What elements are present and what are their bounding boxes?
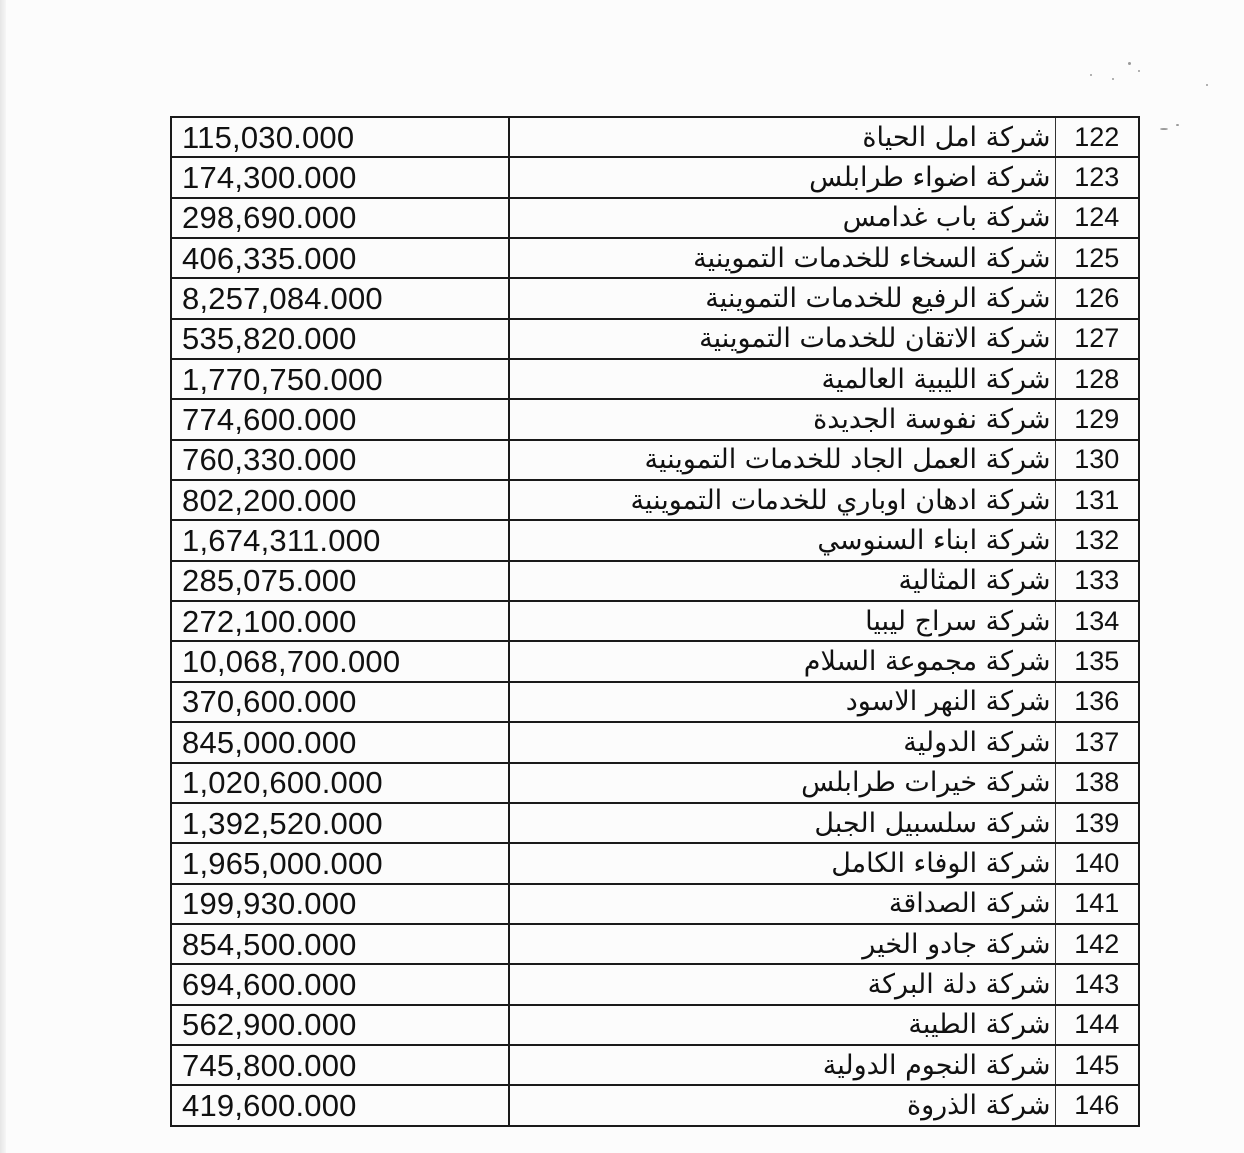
amount-cell: 285,075.000 xyxy=(171,561,509,601)
table-row xyxy=(171,924,1139,964)
amount-cell: 370,600.000 xyxy=(171,682,509,722)
scan-shadow-edge xyxy=(0,0,6,1153)
row-number-cell: 123 xyxy=(1055,157,1139,197)
scan-speck xyxy=(1160,128,1168,130)
row-number-cell: 125 xyxy=(1055,238,1139,278)
company-name-cell: شركة دلة البركة xyxy=(509,964,1055,1004)
company-name-cell: شركة ابناء السنوسي xyxy=(509,520,1055,560)
row-number-cell: 140 xyxy=(1055,843,1139,883)
table-row xyxy=(171,763,1139,803)
table-row xyxy=(171,238,1139,278)
amount-cell: 760,330.000 xyxy=(171,440,509,480)
row-number-cell: 139 xyxy=(1055,803,1139,843)
amount-cell: 774,600.000 xyxy=(171,399,509,439)
amount-cell: 8,257,084.000 xyxy=(171,278,509,318)
amount-cell: 562,900.000 xyxy=(171,1005,509,1045)
amount-cell: 535,820.000 xyxy=(171,319,509,359)
company-name-cell: شركة سلسبيل الجبل xyxy=(509,803,1055,843)
company-name-cell: شركة باب غدامس xyxy=(509,198,1055,238)
table-row xyxy=(171,319,1139,359)
table-row xyxy=(171,440,1139,480)
row-number-cell: 136 xyxy=(1055,682,1139,722)
table-row xyxy=(171,1005,1139,1045)
table-row xyxy=(171,278,1139,318)
table-body xyxy=(171,117,1139,1126)
amount-cell: 10,068,700.000 xyxy=(171,641,509,681)
scan-speck xyxy=(1138,70,1140,72)
row-number-cell: 124 xyxy=(1055,198,1139,238)
row-number-cell: 130 xyxy=(1055,440,1139,480)
table-row xyxy=(171,157,1139,197)
company-name-cell: شركة النهر الاسود xyxy=(509,682,1055,722)
table-row xyxy=(171,641,1139,681)
company-name-cell: شركة الدولية xyxy=(509,722,1055,762)
amount-cell: 1,770,750.000 xyxy=(171,359,509,399)
amount-cell: 199,930.000 xyxy=(171,884,509,924)
company-name-cell: شركة امل الحياة xyxy=(509,117,1055,157)
scan-speck xyxy=(1090,74,1092,76)
amount-cell: 272,100.000 xyxy=(171,601,509,641)
row-number-cell: 142 xyxy=(1055,924,1139,964)
row-number-cell: 127 xyxy=(1055,319,1139,359)
company-name-cell: شركة ادهان اوباري للخدمات التموينية xyxy=(509,480,1055,520)
amount-cell: 115,030.000 xyxy=(171,117,509,157)
row-number-cell: 144 xyxy=(1055,1005,1139,1045)
table-row xyxy=(171,480,1139,520)
row-number-cell: 143 xyxy=(1055,964,1139,1004)
table-row xyxy=(171,117,1139,157)
amount-cell: 1,965,000.000 xyxy=(171,843,509,883)
row-number-cell: 131 xyxy=(1055,480,1139,520)
table-row xyxy=(171,884,1139,924)
table-row xyxy=(171,1085,1139,1125)
row-number-cell: 132 xyxy=(1055,520,1139,560)
table-row xyxy=(171,682,1139,722)
row-number-cell: 146 xyxy=(1055,1085,1139,1125)
company-name-cell: شركة الاتقان للخدمات التموينية xyxy=(509,319,1055,359)
table-row xyxy=(171,601,1139,641)
table-row xyxy=(171,964,1139,1004)
company-name-cell: شركة المثالية xyxy=(509,561,1055,601)
amount-cell: 1,020,600.000 xyxy=(171,763,509,803)
amount-cell: 298,690.000 xyxy=(171,198,509,238)
company-name-cell: شركة الوفاء الكامل xyxy=(509,843,1055,883)
company-name-cell: شركة الذروة xyxy=(509,1085,1055,1125)
company-name-cell: شركة سراج ليبيا xyxy=(509,601,1055,641)
table-row xyxy=(171,1045,1139,1085)
company-name-cell: شركة خيرات طرابلس xyxy=(509,763,1055,803)
amount-cell: 854,500.000 xyxy=(171,924,509,964)
company-amounts-table xyxy=(170,116,1140,1127)
table-row xyxy=(171,198,1139,238)
amount-cell: 694,600.000 xyxy=(171,964,509,1004)
row-number-cell: 145 xyxy=(1055,1045,1139,1085)
company-name-cell: شركة الطيبة xyxy=(509,1005,1055,1045)
table-row xyxy=(171,843,1139,883)
table-row xyxy=(171,722,1139,762)
scan-speck xyxy=(1206,84,1208,86)
row-number-cell: 135 xyxy=(1055,641,1139,681)
company-name-cell: شركة السخاء للخدمات التموينية xyxy=(509,238,1055,278)
table-row xyxy=(171,561,1139,601)
company-name-cell: شركة نفوسة الجديدة xyxy=(509,399,1055,439)
row-number-cell: 133 xyxy=(1055,561,1139,601)
company-name-cell: شركة مجموعة السلام xyxy=(509,641,1055,681)
company-name-cell: شركة الليبية العالمية xyxy=(509,359,1055,399)
amount-cell: 802,200.000 xyxy=(171,480,509,520)
row-number-cell: 137 xyxy=(1055,722,1139,762)
table-row xyxy=(171,803,1139,843)
company-name-cell: شركة الصداقة xyxy=(509,884,1055,924)
scan-speck xyxy=(1128,62,1131,65)
company-name-cell: شركة النجوم الدولية xyxy=(509,1045,1055,1085)
amount-cell: 406,335.000 xyxy=(171,238,509,278)
row-number-cell: 126 xyxy=(1055,278,1139,318)
row-number-cell: 141 xyxy=(1055,884,1139,924)
company-name-cell: شركة اضواء طرابلس xyxy=(509,157,1055,197)
table-row xyxy=(171,359,1139,399)
row-number-cell: 129 xyxy=(1055,399,1139,439)
table-row xyxy=(171,399,1139,439)
amount-cell: 174,300.000 xyxy=(171,157,509,197)
row-number-cell: 134 xyxy=(1055,601,1139,641)
amount-cell: 1,392,520.000 xyxy=(171,803,509,843)
scan-speck xyxy=(1176,124,1179,126)
company-name-cell: شركة العمل الجاد للخدمات التموينية xyxy=(509,440,1055,480)
company-name-cell: شركة الرفيع للخدمات التموينية xyxy=(509,278,1055,318)
amount-cell: 745,800.000 xyxy=(171,1045,509,1085)
company-name-cell: شركة جادو الخير xyxy=(509,924,1055,964)
amount-cell: 1,674,311.000 xyxy=(171,520,509,560)
row-number-cell: 128 xyxy=(1055,359,1139,399)
row-number-cell: 138 xyxy=(1055,763,1139,803)
amount-cell: 419,600.000 xyxy=(171,1085,509,1125)
amount-cell: 845,000.000 xyxy=(171,722,509,762)
table-row xyxy=(171,520,1139,560)
scan-speck xyxy=(1112,78,1114,80)
row-number-cell: 122 xyxy=(1055,117,1139,157)
